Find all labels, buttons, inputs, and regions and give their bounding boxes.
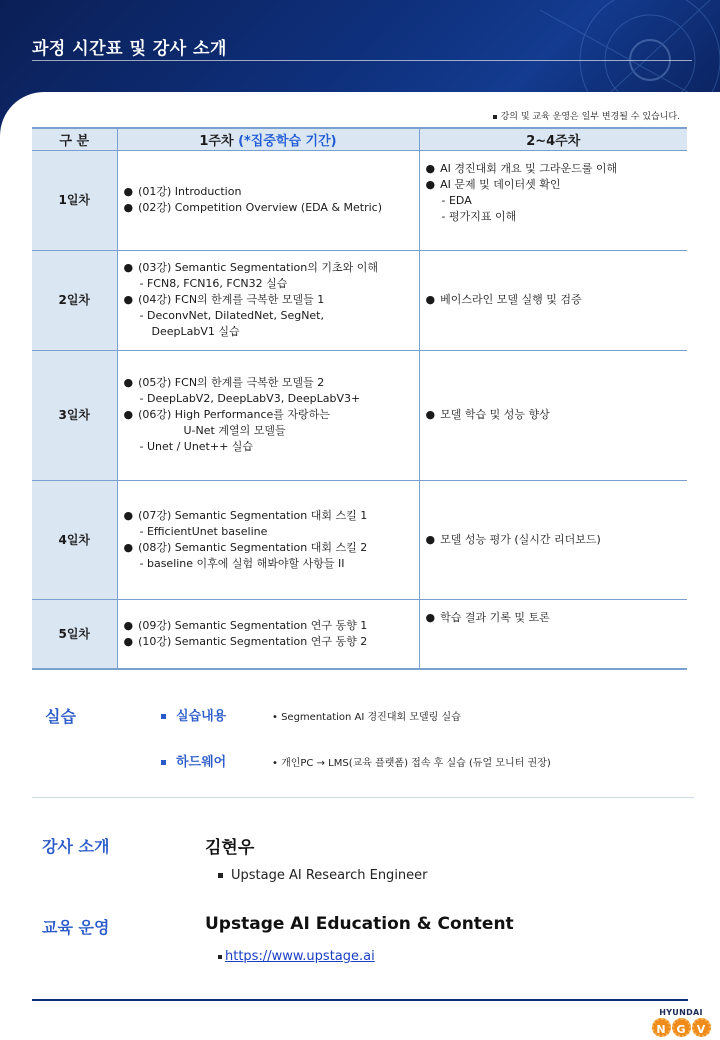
table-row	[32, 480, 687, 599]
day-cell: 4일차	[32, 480, 117, 599]
notice-text: 강의 및 교육 운영은 일부 변경될 수 있습니다.	[500, 112, 680, 122]
table-header-row	[32, 128, 687, 150]
practice-content-label	[161, 705, 226, 724]
instructor-name: 김현우	[205, 838, 255, 858]
list-item: ● AI 문제 및 데이터셋 확인	[426, 177, 688, 193]
list-item: ● 학습 결과 기록 및 토론	[426, 610, 688, 626]
list-item: ● (07강) Semantic Segmentation 대회 스킬 1	[124, 508, 419, 524]
gear-icon: V	[692, 1018, 711, 1037]
practice-content-label-text: 실습내용	[176, 709, 227, 724]
instructor-role-text: Upstage AI Research Engineer	[231, 868, 428, 883]
sub-item: - EDA	[426, 193, 688, 209]
practice-content-desc: • Segmentation AI 경진대회 모델링 실습	[272, 708, 461, 723]
bullet-square-icon	[218, 873, 223, 878]
table-row	[32, 250, 687, 350]
header-week1-highlight: (*집중학습 기간)	[238, 133, 337, 149]
practice-title: 실습	[45, 707, 76, 726]
practice-hardware-label-text: 하드웨어	[176, 755, 227, 770]
sub-item: - FCN8, FCN16, FCN32 실습	[124, 276, 419, 292]
logo-text: HYUNDAI	[659, 1008, 703, 1017]
bullet-square-icon	[493, 115, 497, 119]
list-item: ● 모델 성능 평가 (실시간 리더보드)	[426, 532, 688, 548]
title-underline	[32, 60, 692, 61]
table-row	[32, 599, 687, 669]
practice-hardware-desc: • 개인PC → LMS(교육 플랫폼) 접속 후 실습 (듀얼 모니터 권장)	[272, 754, 551, 769]
table-row	[32, 150, 687, 250]
week2-4-cell	[419, 150, 687, 250]
header-week1	[117, 128, 419, 150]
gear-icon: N	[652, 1018, 671, 1037]
header-day: 구 분	[32, 128, 117, 150]
operation-org: Upstage AI Education & Content	[205, 914, 514, 934]
week2-4-cell	[419, 599, 687, 669]
week2-4-cell	[419, 480, 687, 599]
week2-4-cell	[419, 350, 687, 480]
week1-cell	[117, 150, 419, 250]
day-cell: 5일차	[32, 599, 117, 669]
bullet-square-icon	[161, 714, 166, 719]
logo-gears	[646, 1018, 716, 1037]
list-item: ● (02강) Competition Overview (EDA & Metric)	[124, 200, 419, 216]
sub-item: - 평가지표 이해	[426, 209, 688, 225]
sub-item-continuation: DeepLabV1 실습	[151, 325, 240, 338]
list-item: ● (10강) Semantic Segmentation 연구 동향 2	[124, 634, 419, 650]
schedule-table	[32, 127, 687, 670]
sub-item: - baseline 이후에 실험 해봐야할 사항들 II	[124, 556, 419, 572]
week2-4-cell	[419, 250, 687, 350]
day-cell: 1일차	[32, 150, 117, 250]
week1-cell	[117, 250, 419, 350]
practice-hardware-label	[161, 751, 226, 770]
week1-cell	[117, 599, 419, 669]
list-item-continuation: U-Net 계열의 모델들	[183, 424, 286, 437]
hyundai-ngv-logo	[646, 1008, 716, 1037]
list-item: ● (09강) Semantic Segmentation 연구 동향 1	[124, 618, 419, 634]
list-item: ● (08강) Semantic Segmentation 대회 스킬 2	[124, 540, 419, 556]
list-item: ● (04강) FCN의 한계를 극복한 모델들 1	[124, 292, 419, 308]
footer-divider	[32, 999, 688, 1001]
list-item: ● AI 경진대회 개요 및 그라운드룰 이해	[426, 161, 688, 177]
sub-item: - DeepLabV2, DeepLabV3, DeepLabV3+	[124, 391, 419, 407]
instructor-role	[218, 868, 428, 883]
section-divider	[32, 797, 694, 798]
sub-item: - Unet / Unet++ 실습	[124, 439, 419, 455]
day-cell: 2일차	[32, 250, 117, 350]
week1-cell	[117, 480, 419, 599]
header-week1-label: 1주차	[199, 133, 239, 149]
list-item: ● 모델 학습 및 성능 향상	[426, 407, 688, 423]
sub-item: - DeconvNet, DilatedNet, SegNet,	[124, 308, 419, 324]
list-item: ● (05강) FCN의 한계를 극복한 모델들 2	[124, 375, 419, 391]
operation-url-item	[218, 949, 375, 964]
list-item: ● (06강) High Performance를 자랑하는	[124, 407, 419, 423]
sub-item: - EfficientUnet baseline	[124, 524, 419, 540]
change-notice	[493, 109, 680, 122]
operation-label: 교육 운영	[42, 918, 110, 937]
bullet-square-icon	[218, 955, 222, 959]
page-title: 과정 시간표 및 강사 소개	[32, 39, 227, 59]
list-item: ● (01강) Introduction	[124, 184, 419, 200]
instructor-label: 강사 소개	[42, 837, 110, 856]
header-week2-4: 2~4주차	[419, 128, 687, 150]
table-row	[32, 350, 687, 480]
list-item: ● (03강) Semantic Segmentation의 기초와 이해	[124, 260, 419, 276]
list-item: ● 베이스라인 모델 실행 및 검증	[426, 292, 688, 308]
upstage-link[interactable]: https://www.upstage.ai	[225, 949, 375, 964]
bullet-square-icon	[161, 760, 166, 765]
week1-cell	[117, 350, 419, 480]
gear-icon: G	[672, 1018, 691, 1037]
day-cell: 3일차	[32, 350, 117, 480]
